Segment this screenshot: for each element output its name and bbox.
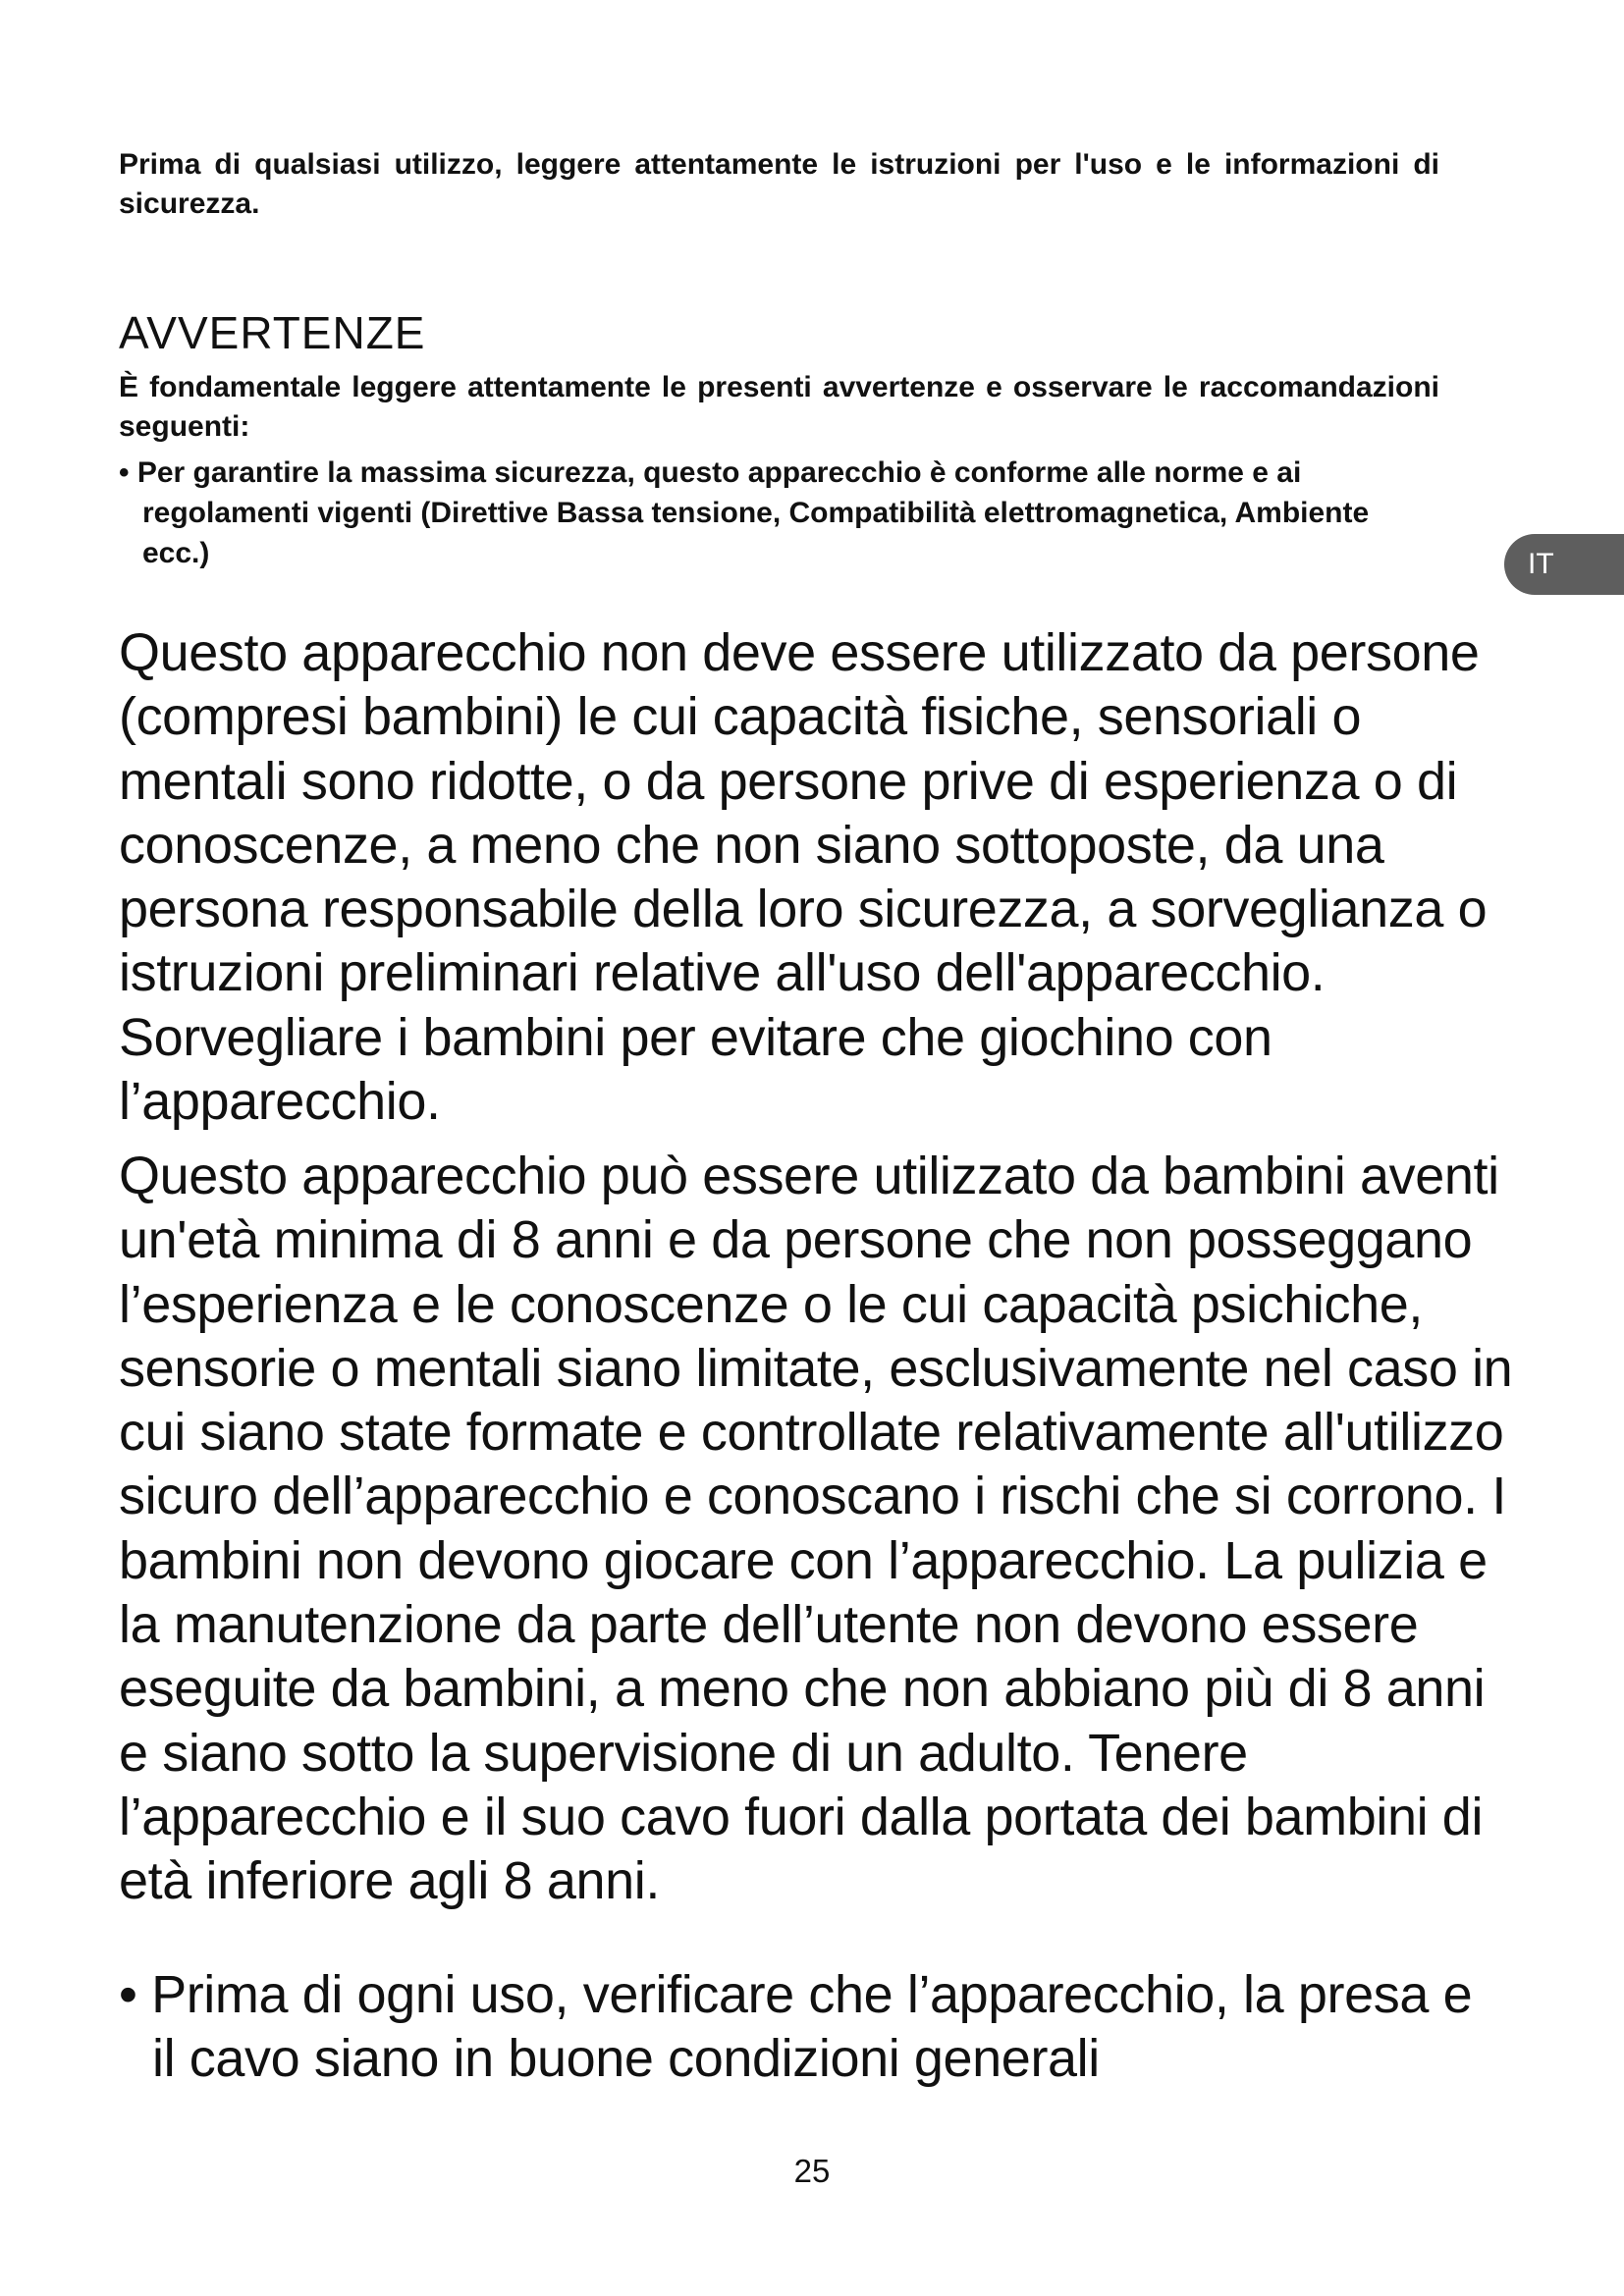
paragraph-line: la manutenzione da parte dell’utente non devono essere <box>119 1595 1419 1655</box>
paragraph-line: bambini non devono giocare con l’apparecchio. La pulizia e <box>119 1530 1488 1590</box>
language-tab: IT <box>1504 534 1624 595</box>
paragraph-line: un'età minima di 8 anni e da persone che non posseggano <box>119 1210 1473 1270</box>
paragraph-line: conoscenze, a meno che non siano sottoposte, da una <box>119 815 1384 875</box>
bullet-check-line: • Prima di ogni uso, verificare che l’apparecchio, la presa e <box>119 1965 1473 2024</box>
paragraph-line: l’esperienza e le conoscenze o le cui capacità psichiche, <box>119 1274 1423 1334</box>
paragraph-children <box>119 1145 1512 1914</box>
paragraph-line: eseguite da bambini, a meno che non abbiano più di 8 anni <box>119 1659 1486 1719</box>
paragraph-line: l’apparecchio. <box>119 1072 441 1132</box>
bullet-standards-line: ecc.) <box>142 537 210 569</box>
bullet-standards <box>119 453 1592 573</box>
intro-text: Prima di qualsiasi utilizzo, leggere attentamente le istruzioni per l'uso e le informazioni di sicurezza. <box>119 148 1439 220</box>
warnings-intro: È fondamentale leggere attentamente le presenti avvertenze e osservare le raccomandazioni seguenti: <box>119 371 1439 443</box>
bullet-standards-line: regolamenti vigenti (Direttive Bassa tensione, Compatibilità elettromagnetica, Ambiente <box>142 497 1370 529</box>
paragraph-line: mentali sono ridotte, o da persone prive di esperienza o di <box>119 751 1458 811</box>
paragraph-line: cui siano state formate e controllate relativamente all'utilizzo <box>119 1403 1504 1463</box>
warnings-heading: AVVERTENZE <box>119 307 426 358</box>
paragraph-line: Sorvegliare i bambini per evitare che giochino con <box>119 1007 1272 1067</box>
paragraph-capabilities <box>119 621 1487 1134</box>
paragraph-line: (compresi bambini) le cui capacità fisiche, sensoriali o <box>119 687 1362 747</box>
paragraph-line: Questo apparecchio può essere utilizzato da bambini aventi <box>119 1147 1499 1205</box>
page-number: 25 <box>793 2153 831 2189</box>
paragraph-line: Questo apparecchio non deve essere utilizzato da persone <box>119 623 1480 682</box>
paragraph-line: l’apparecchio e il suo cavo fuori dalla portata dei bambini di <box>119 1787 1484 1846</box>
bullet-standards-line: • Per garantire la massima sicurezza, questo apparecchio è conforme alle norme e ai <box>119 456 1302 489</box>
paragraph-line: istruzioni preliminari relative all'uso dell'apparecchio. <box>119 943 1326 1003</box>
paragraph-line: e siano sotto la supervisione di un adulto. Tenere <box>119 1723 1248 1783</box>
paragraph-line: età inferiore agli 8 anni. <box>119 1851 660 1911</box>
bullet-check-line: il cavo siano in buone condizioni generali <box>152 2029 1100 2088</box>
bullet-check-cable <box>119 1963 1472 2091</box>
paragraph-line: persona responsabile della loro sicurezza, a sorveglianza o <box>119 880 1488 939</box>
paragraph-line: sicuro dell’apparecchio e conoscano i rischi che si corrono. I <box>119 1467 1506 1526</box>
paragraph-line: sensorie o mentali siano limitate, esclusivamente nel caso in <box>119 1338 1513 1398</box>
